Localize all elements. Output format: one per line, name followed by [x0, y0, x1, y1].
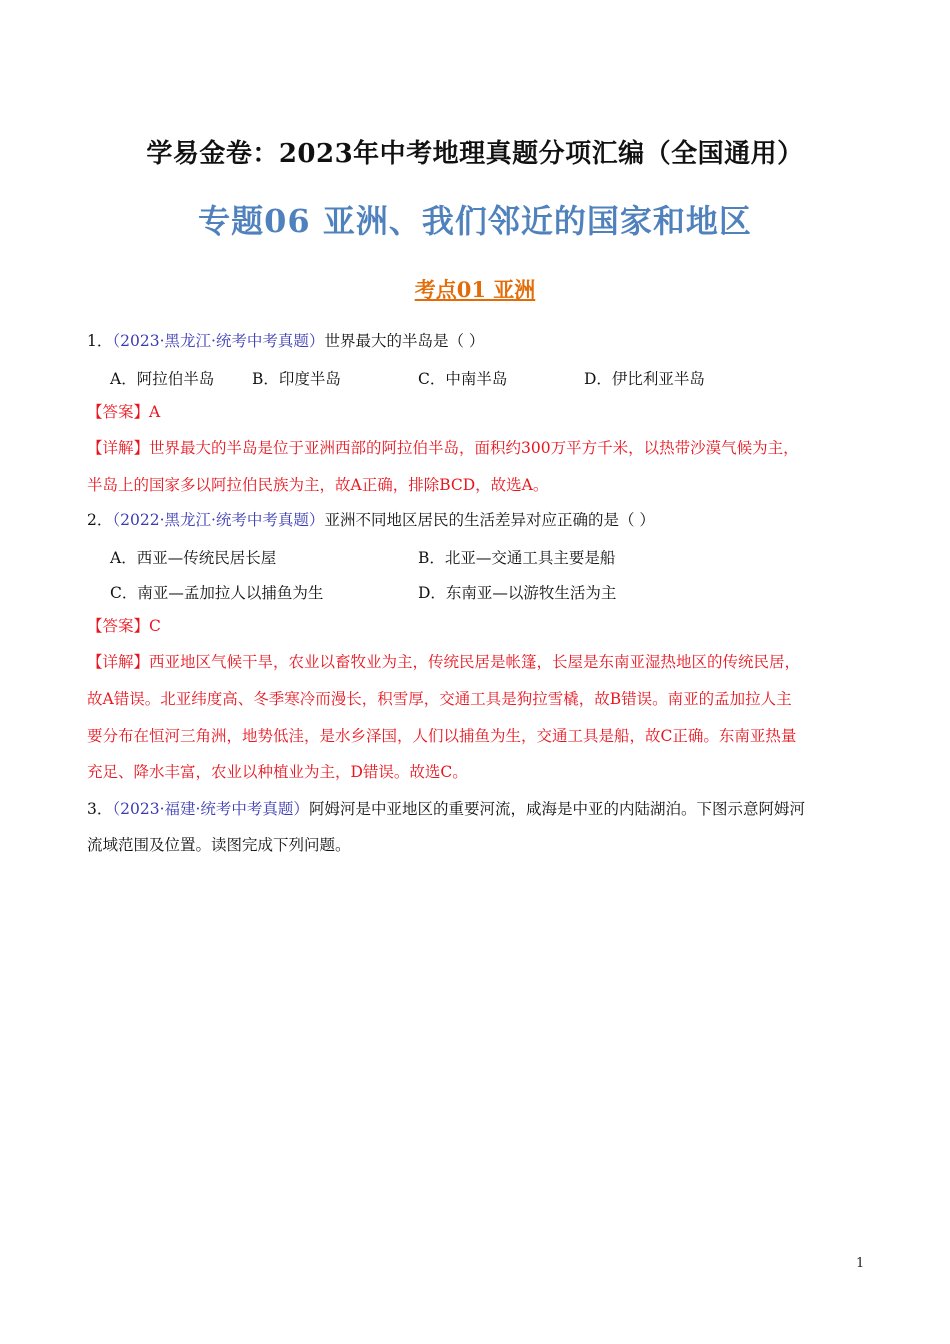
- topic-title: 专题06 亚洲、我们邻近的国家和地区: [198, 202, 752, 240]
- answer-value: A: [149, 403, 161, 421]
- question-number: 3．: [87, 800, 113, 818]
- q2-detail-line-3: 要分布在恒河三角洲，地势低洼，是水乡泽国，人们以捕鱼为生，交通工具是船，故C正确。东南亚热量: [87, 727, 797, 745]
- q2-answer: [87, 616, 867, 636]
- document-title: 学易金卷：2023年中考地理真题分项汇编（全国通用）: [146, 139, 804, 169]
- question-text: 世界最大的半岛是（ ）: [324, 332, 485, 350]
- question-1-stem: [87, 331, 867, 351]
- question-3-stem-line-2: 流域范围及位置。读图完成下列问题。: [87, 836, 351, 854]
- question-source: （2022·黑龙江·统考中考真题）: [112, 511, 325, 529]
- q2-option-b: B．北亚—交通工具主要是船: [418, 549, 616, 567]
- q2-option-d: D．东南亚—以游牧生活为主: [418, 584, 617, 602]
- detail-text: 世界最大的半岛是位于亚洲西部的阿拉伯半岛，面积约300万平方千米，以热带沙漠气候为主，: [149, 439, 799, 457]
- q1-option-c: C．中南半岛: [418, 370, 508, 388]
- q2-detail-line-1: [87, 652, 867, 672]
- page-number: 1: [856, 1256, 865, 1271]
- answer-value: C: [149, 617, 161, 635]
- detail-tag: 【详解】: [87, 439, 150, 457]
- q1-option-b: B．印度半岛: [252, 370, 341, 388]
- q2-option-a: A．西亚—传统民居长屋: [110, 549, 277, 567]
- detail-tag: 【详解】: [87, 653, 150, 671]
- q1-option-d: D．伊比利亚半岛: [584, 370, 705, 388]
- q2-detail-line-2: 故A错误。北亚纬度高、冬季寒冷而漫长，积雪厚，交通工具是狗拉雪橇，故B错误。南亚的孟加拉人主: [87, 690, 792, 708]
- question-2-stem: [87, 510, 867, 530]
- question-number: 1．: [87, 332, 113, 350]
- section-heading: 考点01 亚洲: [414, 277, 536, 302]
- q1-option-a: A．阿拉伯半岛: [110, 370, 215, 388]
- q1-answer: [87, 402, 867, 422]
- answer-tag: 【答案】: [87, 403, 150, 421]
- q1-detail-line-1: [87, 438, 867, 458]
- question-source: （2023·黑龙江·统考中考真题）: [112, 332, 325, 350]
- question-text: 亚洲不同地区居民的生活差异对应正确的是（ ）: [324, 511, 655, 529]
- answer-tag: 【答案】: [87, 617, 150, 635]
- q2-detail-line-4: 充足、降水丰富，农业以种植业为主，D错误。故选C。: [87, 763, 468, 781]
- q1-detail-line-2: 半岛上的国家多以阿拉伯民族为主，故A正确，排除BCD，故选A。: [87, 476, 549, 494]
- question-source: （2023·福建·统考中考真题）: [112, 800, 309, 818]
- q2-option-c: C．南亚—孟加拉人以捕鱼为生: [110, 584, 324, 602]
- question-number: 2．: [87, 511, 113, 529]
- question-3-stem: [87, 799, 867, 819]
- detail-text: 西亚地区气候干旱，农业以畜牧业为主，传统民居是帐篷，长屋是东南亚湿热地区的传统民居，: [149, 653, 801, 671]
- question-text: 阿姆河是中亚地区的重要河流，咸海是中亚的内陆湖泊。下图示意阿姆河: [308, 800, 805, 818]
